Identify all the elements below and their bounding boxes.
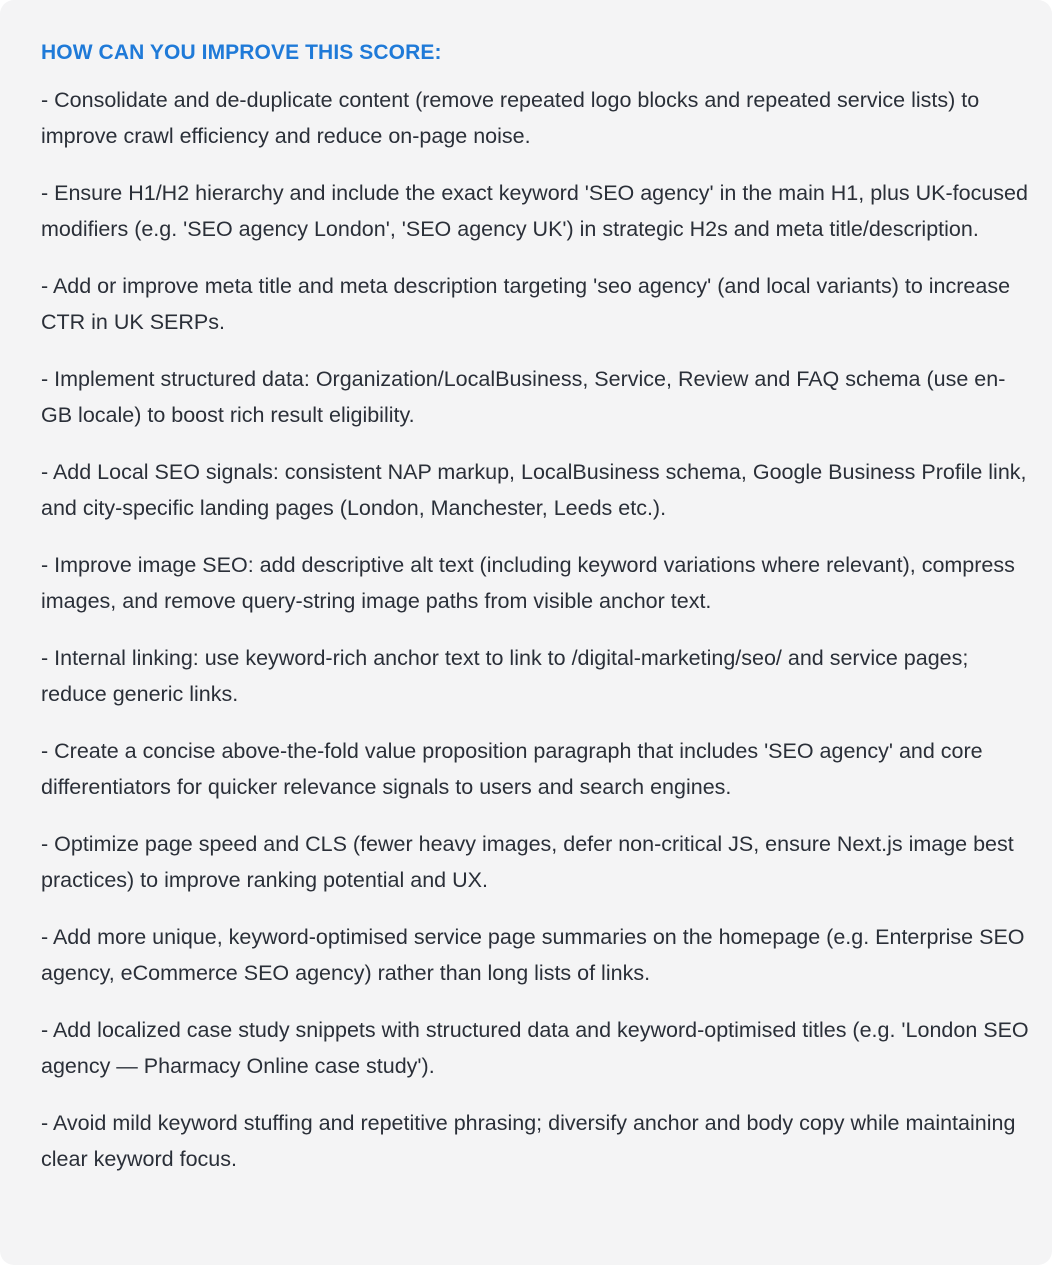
tip-item: - Add Local SEO signals: consistent NAP markup, LocalBusiness schema, Google Business Profile link, and city-specific landing pages (London, Manchester, Leeds etc.). <box>41 460 1027 520</box>
tip-item: - Consolidate and de-duplicate content (remove repeated logo blocks and repeated service lists) to improve crawl efficiency and reduce on-page noise. <box>41 88 980 148</box>
tip-item: - Avoid mild keyword stuffing and repetitive phrasing; diversify anchor and body copy while maintaining clear keyword focus. <box>41 1111 1016 1171</box>
panel-heading: HOW CAN YOU IMPROVE THIS SCORE: <box>41 41 442 64</box>
tip-item: - Add more unique, keyword-optimised service page summaries on the homepage (e.g. Enterprise SEO agency, eCommerce SEO agency) rather than long lists of links. <box>41 925 1025 985</box>
tip-item: - Optimize page speed and CLS (fewer heavy images, defer non-critical JS, ensure Next.js image best practices) to improve ranking potential and UX. <box>41 832 1014 892</box>
tip-item: - Implement structured data: Organization/LocalBusiness, Service, Review and FAQ schema (use en-GB locale) to boost rich result eligibility. <box>41 367 1006 427</box>
tip-item: - Improve image SEO: add descriptive alt text (including keyword variations where relevant), compress images, and remove query-string image paths from visible anchor text. <box>41 553 1015 613</box>
tip-item: - Internal linking: use keyword-rich anchor text to link to /digital-marketing/seo/ and service pages; reduce generic links. <box>41 646 969 706</box>
tip-item: - Add or improve meta title and meta description targeting 'seo agency' (and local variants) to increase CTR in UK SERPs. <box>41 274 1011 334</box>
tips-list <box>41 83 1032 1177</box>
tip-item: - Ensure H1/H2 hierarchy and include the exact keyword 'SEO agency' in the main H1, plus UK-focused modifiers (e.g. 'SEO agency London', 'SEO agency UK') in strategic H2s and meta title/description. <box>41 181 1028 241</box>
tip-item: - Create a concise above-the-fold value proposition paragraph that includes 'SEO agency' and core differentiators for quicker relevance signals to users and search engines. <box>41 739 983 799</box>
tip-item: - Add localized case study snippets with structured data and keyword-optimised titles (e.g. 'London SEO agency — Pharmacy Online case study'). <box>41 1018 1029 1078</box>
